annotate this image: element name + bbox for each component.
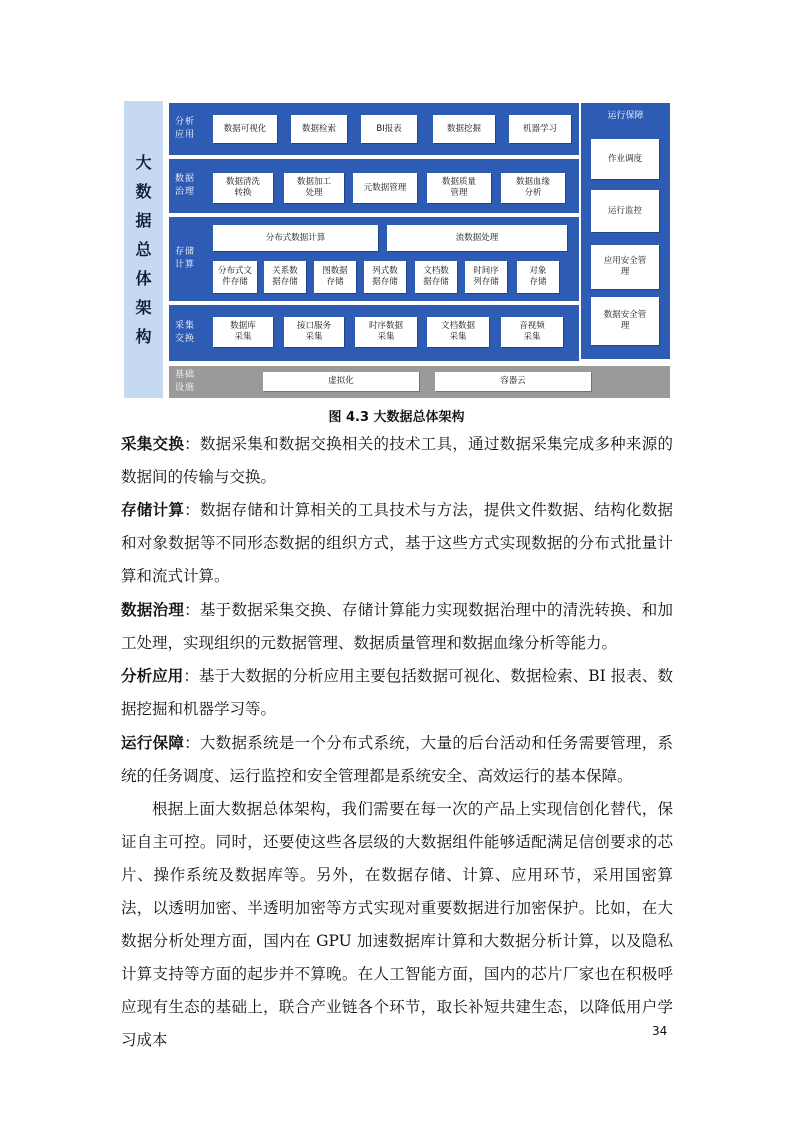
layer-label: [169, 217, 203, 301]
layer-collection: [169, 305, 579, 361]
box-distributed-compute: 分布式数据计算: [213, 225, 378, 251]
layer-label-line: 设施: [175, 383, 196, 393]
box-timeseries-storage: 时间序 列存储: [465, 261, 507, 293]
box-api-collection: 接口服务 采集: [284, 317, 344, 347]
layer-label-line: 存储: [175, 247, 196, 257]
box-virtualization: 虚拟化: [263, 372, 419, 391]
box-stream-processing: 流数据处理: [387, 225, 567, 251]
definition-text: ：基于数据采集交换、存储计算能力实现数据治理中的清洗转换、和加工处理，实现组织的元数据管理、数据质量管理和数据血缘分析等能力。: [121, 601, 673, 652]
layer-label-line: 交换: [175, 334, 196, 344]
definition-term: 运行保障: [121, 734, 185, 752]
definition-ops: [121, 727, 673, 793]
definition-governance: [121, 594, 673, 660]
diagram-title-char: 架: [135, 298, 152, 317]
diagram-title-char: 数: [135, 182, 152, 201]
box-document-collection: 文档数据 采集: [427, 317, 489, 347]
diagram-title-char: 据: [135, 211, 152, 230]
definition-text: ：数据存储和计算相关的工具技术与方法，提供文件数据、结构化数据和对象数据等不同形态数据的组织方式，基于这些方式实现数据的分布式批量计算和流式计算。: [121, 501, 673, 585]
diagram-title-column: [124, 101, 163, 398]
box-metadata: 元数据管理: [353, 173, 417, 203]
box-db-collection: 数据库 采集: [213, 317, 273, 347]
layer-infrastructure: [169, 366, 670, 398]
layer-label: [169, 159, 203, 213]
definition-text: ：数据采集和数据交换相关的技术工具，通过数据采集完成多种来源的数据间的传输与交换。: [121, 435, 673, 486]
box-runtime-monitoring: 运行监控: [591, 190, 659, 232]
box-data-lineage: 数据血缘 分析: [501, 173, 565, 203]
box-graph-storage: 图数据 存储: [314, 261, 356, 293]
layer-analysis: [169, 103, 579, 155]
layer-label: [169, 103, 203, 155]
box-job-scheduling: 作业调度: [591, 139, 659, 179]
layer-label-line: 基础: [175, 370, 196, 380]
definition-text: ：基于大数据的分析应用主要包括数据可视化、数据检索、BI 报表、数据挖掘和机器学习等。: [121, 667, 673, 718]
box-data-mining: 数据挖掘: [433, 115, 495, 143]
box-data-processing: 数据加工 处理: [284, 173, 344, 203]
definition-text: ：大数据系统是一个分布式系统，大量的后台活动和任务需要管理，系统的任务调度、运行监控和安全管理都是系统安全、高效运行的基本保障。: [121, 734, 673, 785]
box-object-storage: 对象 存储: [517, 261, 559, 293]
definition-term: 存储计算: [121, 501, 185, 519]
figure-caption: 图 4.3 大数据总体架构: [328, 410, 465, 425]
box-bi-report: BI报表: [361, 115, 417, 143]
layer-label-line: 计算: [175, 260, 196, 270]
diagram-title-char: 构: [135, 327, 152, 346]
box-relational-storage: 关系数 据存储: [264, 261, 306, 293]
layer-storage: [169, 217, 579, 301]
definition-collection: [121, 428, 673, 494]
definition-term: 数据治理: [121, 601, 185, 619]
box-app-security: 应用安全管 理: [591, 245, 659, 289]
layer-label-line: 分析: [175, 117, 196, 127]
definition-term: 采集交换: [121, 435, 185, 453]
diagram-title-char: 总: [135, 240, 152, 259]
layer-governance: [169, 159, 579, 213]
box-data-quality: 数据质量 管理: [427, 173, 491, 203]
diagram-title-char: 大: [135, 153, 152, 172]
box-dfs-storage: 分布式文 件存储: [213, 261, 257, 293]
box-container-cloud: 容器云: [435, 372, 591, 391]
body-paragraph: 根据上面大数据总体架构，我们需要在每一次的产品上实现信创化替代，保证自主可控。同时，还要使这些各层级的大数据组件能够适配满足信创要求的芯片、操作系统及数据库等。另外，在数据存储、计算、应用环节，采用国密算法，以透明加密、半透明加密等方式实现对重要数据进行加密保护。比如，在大数据分析处理方面，国内在 GPU 加速数据库计算和大数据分析计算，以及隐私计算支持等方面的起步并不算晚。在人工智能方面，国内的芯片厂家也在积极呼应现有生态的基础上，联合产业链各个环节，取长补短共建生态，以降低用户学习成本: [121, 800, 673, 1049]
layer-label-line: 应用: [175, 130, 196, 140]
box-document-storage: 文档数 据存储: [415, 261, 457, 293]
box-data-cleansing: 数据清洗 转换: [213, 173, 273, 203]
layer-label: [169, 305, 203, 361]
definition-storage: [121, 494, 673, 593]
layer-label: [169, 366, 203, 398]
definition-term: 分析应用: [121, 667, 184, 685]
ops-title: 运行保障: [607, 111, 644, 121]
box-timeseries-collection: 时序数据 采集: [355, 317, 417, 347]
box-data-security: 数据安全管 理: [591, 297, 659, 345]
box-data-visualization: 数据可视化: [213, 115, 277, 143]
architecture-diagram: [124, 101, 671, 398]
layer-label-line: 治理: [175, 187, 196, 197]
box-machine-learning: 机器学习: [509, 115, 571, 143]
box-columnar-storage: 列式数 据存储: [364, 261, 406, 293]
ops-column: [581, 103, 670, 359]
box-data-search: 数据检索: [291, 115, 347, 143]
diagram-title-char: 体: [135, 269, 152, 288]
layer-label-line: 数据: [175, 174, 196, 184]
box-av-collection: 音视频 采集: [501, 317, 563, 347]
layer-label-line: 采集: [175, 321, 196, 331]
page-number: 34: [652, 1024, 668, 1038]
definition-analysis: [121, 660, 673, 726]
